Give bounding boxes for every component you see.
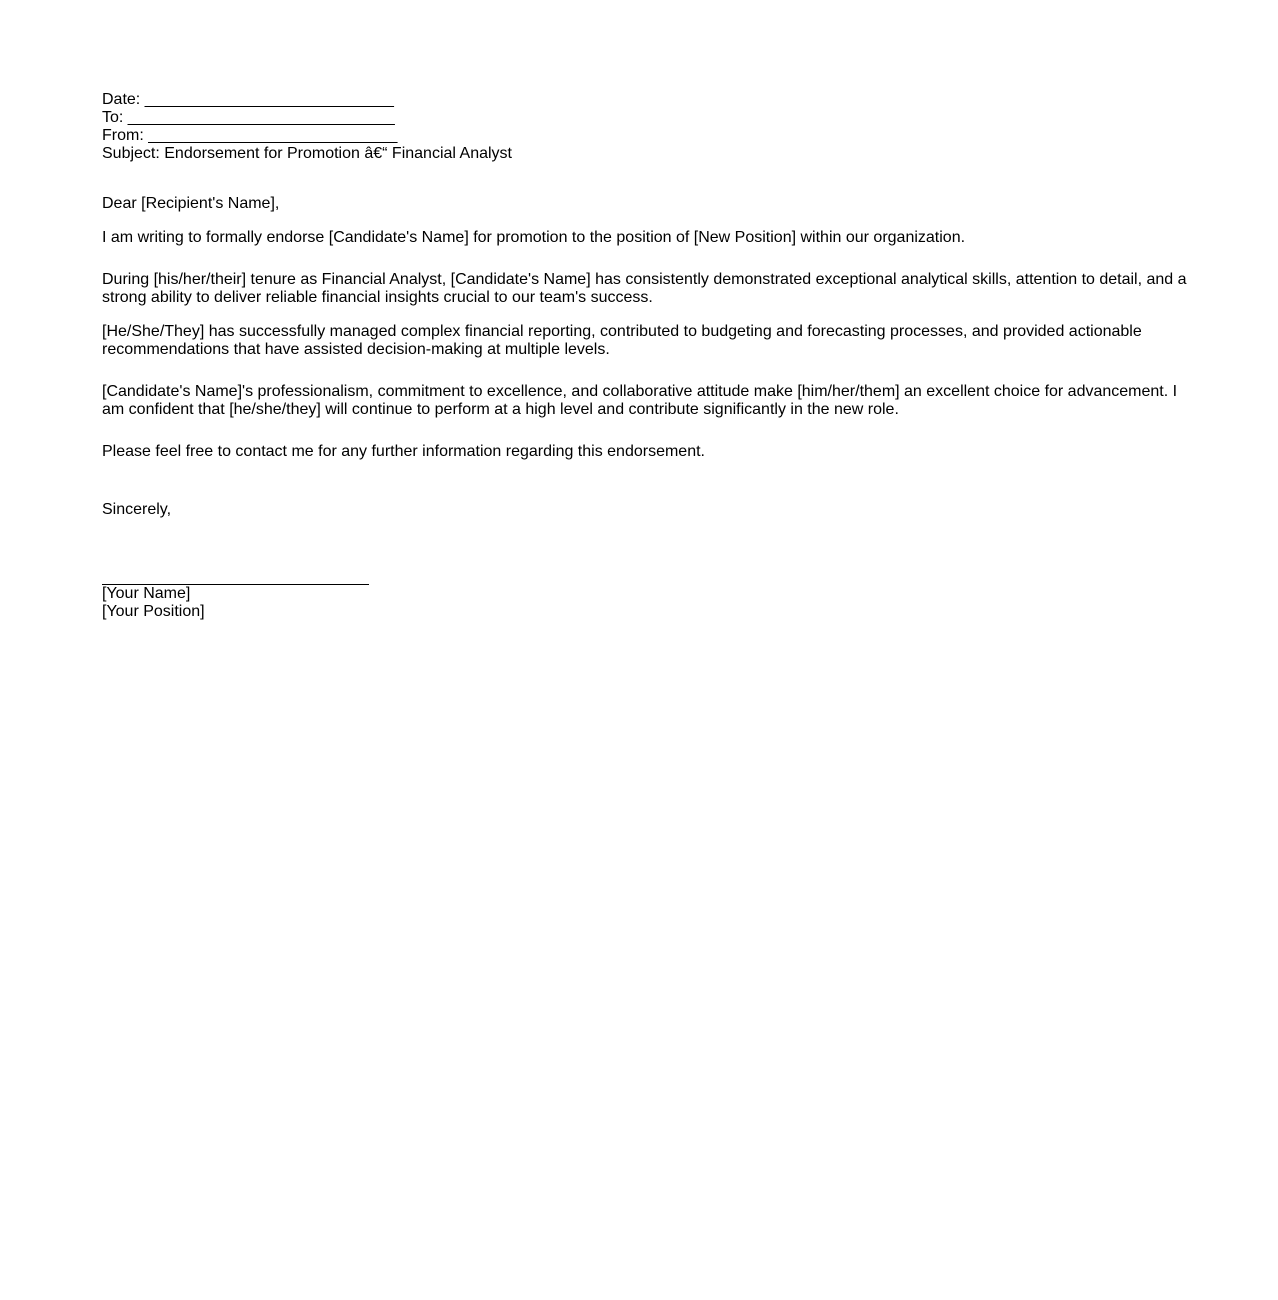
letter-header [102,91,1192,163]
from-line: From: ____________________________ [102,127,398,144]
to-line: To: ______________________________ [102,109,395,126]
date-line: Date: ____________________________ [102,91,394,108]
paragraph-achievements: [He/She/They] has successfully managed complex financial reporting, contributed to budgeting and forecasting processes, and provided actionable recommendations that have assisted decision-making at multiple levels. [102,323,1142,358]
paragraph-contact: Please feel free to contact me for any further information regarding this endorsement. [102,443,705,460]
letter-page [102,91,1192,621]
signer-position: [Your Position] [102,603,205,620]
paragraph-tenure: During [his/her/their] tenure as Financial Analyst, [Candidate's Name] has consistently demonstrated exceptional analytical skills, attention to detail, and a strong ability to deliver reliable financial insights crucial to our team's success. [102,271,1187,306]
signature-block [102,585,1192,621]
signer-name: [Your Name] [102,585,191,602]
greeting: Dear [Recipient's Name], [102,195,280,212]
paragraph-qualities: [Candidate's Name]'s professionalism, commitment to excellence, and collaborative attitude make [him/her/them] an excellent choice for advancement. I am confident that [he/she/they] will continue to perform at a high level and contribute significantly in the new role. [102,383,1178,418]
subject-line: Subject: Endorsement for Promotion â€“ Financial Analyst [102,145,512,162]
paragraph-endorsement: I am writing to formally endorse [Candidate's Name] for promotion to the position of [New Position] within our organization. [102,229,966,246]
valediction: Sincerely, [102,501,172,518]
